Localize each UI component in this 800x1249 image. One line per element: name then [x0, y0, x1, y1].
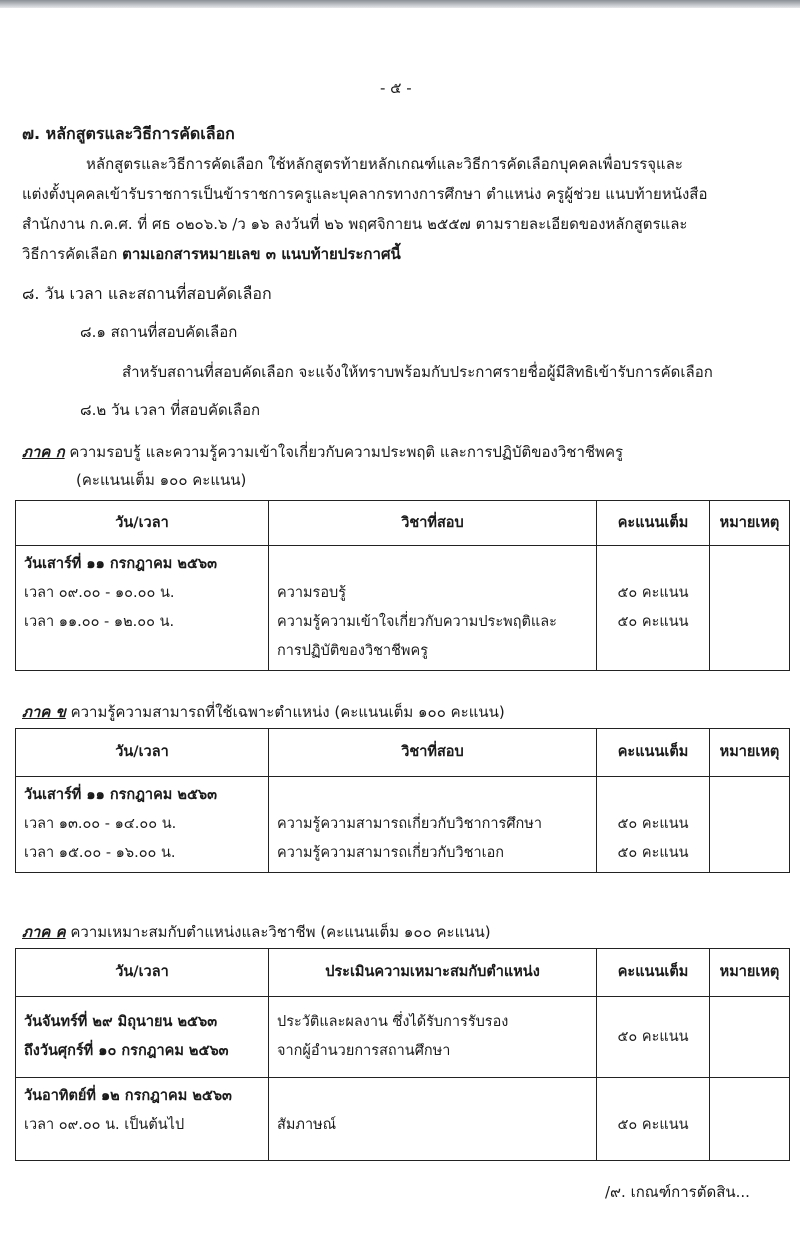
part-a-text: ความรอบรู้ และความรู้ความเข้าใจเกี่ยวกับความประพฤติ และการปฏิบัติของวิชาชีพครู: [64, 443, 624, 461]
part-c-text: ความเหมาะสมกับตำแหน่งและวิชาชีพ (คะแนนเต็ม ๑๐๐ คะแนน): [65, 923, 491, 941]
section-7-line: แต่งตั้งบุคคลเข้ารับราชการเป็นข้าราชการครูและบุคลากรทางการศึกษา ตำแหน่ง ครูผู้ช่วย แนบท้ายหนังสือ: [22, 185, 708, 203]
table-row: [16, 997, 790, 1078]
part-b-title: [22, 700, 505, 724]
section-8-2-heading: ๘.๒ วัน เวลา ที่สอบคัดเลือก: [80, 401, 261, 419]
section-7-heading: ๗. หลักสูตรและวิธีการคัดเลือก: [22, 124, 235, 143]
score: ๕๐ คะแนน: [617, 845, 689, 861]
col-header: วิชาที่สอบ: [269, 729, 597, 777]
col-header: ประเมินความเหมาะสมกับตำแหน่ง: [269, 949, 597, 997]
subject: การปฏิบัติของวิชาชีพครู: [277, 643, 428, 659]
score: ๕๐ คะแนน: [617, 816, 689, 832]
part-a-score-note: (คะแนนเต็ม ๑๐๐ คะแนน): [76, 471, 247, 489]
remark-cell: [710, 777, 790, 873]
part-b-text: ความรู้ความสามารถที่ใช้เฉพาะตำแหน่ง (คะแนนเต็ม ๑๐๐ คะแนน): [65, 703, 505, 721]
col-header: คะแนนเต็ม: [597, 501, 710, 546]
section-7-bold: ตามเอกสารหมายเลข ๓ แนบท้ายประกาศนี้: [122, 245, 401, 263]
subject: ความรู้ความสามารถเกี่ยวกับวิชาเอก: [277, 845, 505, 861]
table-row: [16, 777, 790, 873]
exam-time: เวลา ๑๑.๐๐ - ๑๒.๐๐ น.: [24, 614, 175, 630]
exam-date: วันจันทร์ที่ ๒๙ มิถุนายน ๒๕๖๓: [24, 1014, 218, 1030]
exam-time: เวลา ๐๙.๐๐ - ๑๐.๐๐ น.: [24, 585, 175, 601]
col-header: คะแนนเต็ม: [597, 949, 710, 997]
score: ๕๐ คะแนน: [617, 585, 689, 601]
exam-time: เวลา ๑๕.๐๐ - ๑๖.๐๐ น.: [24, 845, 176, 861]
remark-cell: [710, 997, 790, 1078]
exam-date: วันเสาร์ที่ ๑๑ กรกฎาคม ๒๕๖๓: [24, 556, 218, 572]
score: ๕๐ คะแนน: [597, 997, 710, 1078]
part-c-table: [15, 948, 790, 1161]
exam-time: เวลา ๐๙.๐๐ น. เป็นต้นไป: [24, 1117, 185, 1133]
score: ๕๐ คะแนน: [617, 614, 689, 630]
scan-edge: [0, 0, 800, 8]
table-row: [16, 546, 790, 671]
section-8-heading: ๘. วัน เวลา และสถานที่สอบคัดเลือก: [22, 284, 272, 303]
part-b-label: ภาค ข: [22, 703, 66, 721]
exam-date: วันเสาร์ที่ ๑๑ กรกฎาคม ๒๕๖๓: [24, 787, 218, 803]
col-header: วัน/เวลา: [16, 501, 269, 546]
remark-cell: [710, 546, 790, 671]
section-8-1-heading: ๘.๑ สถานที่สอบคัดเลือก: [80, 323, 238, 341]
remark-cell: [710, 1078, 790, 1161]
part-a-title: [22, 440, 623, 464]
exam-date: วันอาทิตย์ที่ ๑๒ กรกฎาคม ๒๕๖๓: [24, 1088, 232, 1104]
page-number: - ๕ -: [380, 79, 412, 97]
part-c-label: ภาค ค: [22, 923, 66, 941]
score: ๕๐ คะแนน: [617, 1117, 689, 1133]
col-header: วัน/เวลา: [16, 729, 269, 777]
subject: ความรอบรู้: [277, 585, 347, 601]
section-7-line-text: วิธีการคัดเลือก: [22, 245, 123, 263]
table-row: [16, 1078, 790, 1161]
col-header: คะแนนเต็ม: [597, 729, 710, 777]
subject: จากผู้อำนวยการสถานศึกษา: [277, 1043, 451, 1059]
subject: ความรู้ความเข้าใจเกี่ยวกับความประพฤติและ: [277, 614, 557, 630]
col-header: หมายเหตุ: [710, 501, 790, 546]
section-7-line: สำนักงาน ก.ค.ศ. ที่ ศธ ๐๒๐๖.๖ /ว ๑๖ ลงวันที่ ๒๖ พฤศจิกายน ๒๕๕๗ ตามรายละเอียดของหลักสูตรและ: [22, 215, 688, 233]
section-7-line: หลักสูตรและวิธีการคัดเลือก ใช้หลักสูตรท้ายหลักเกณฑ์และวิธีการคัดเลือกบุคคลเพื่อบรรจุและ: [86, 155, 683, 173]
col-header: หมายเหตุ: [710, 949, 790, 997]
subject: ความรู้ความสามารถเกี่ยวกับวิชาการศึกษา: [277, 816, 543, 832]
section-7-line: [22, 242, 401, 266]
part-c-title: [22, 920, 491, 944]
section-8-1-text: สำหรับสถานที่สอบคัดเลือก จะแจ้งให้ทราบพร้อมกับประกาศรายชื่อผู้มีสิทธิเข้ารับการคัดเลือก: [122, 363, 713, 381]
col-header: วัน/เวลา: [16, 949, 269, 997]
subject: สัมภาษณ์: [277, 1117, 337, 1133]
col-header: หมายเหตุ: [710, 729, 790, 777]
part-a-label: ภาค ก: [22, 443, 65, 461]
subject: ประวัติและผลงาน ซึ่งได้รับการรับรอง: [277, 1014, 509, 1030]
exam-date: ถึงวันศุกร์ที่ ๑๐ กรกฎาคม ๒๕๖๓: [24, 1043, 229, 1059]
exam-time: เวลา ๑๓.๐๐ - ๑๔.๐๐ น.: [24, 816, 177, 832]
col-header: วิชาที่สอบ: [269, 501, 597, 546]
part-b-table: [15, 728, 790, 873]
part-a-table: [15, 500, 790, 671]
continuation-note: /๙. เกณฑ์การตัดสิน...: [605, 1183, 750, 1201]
